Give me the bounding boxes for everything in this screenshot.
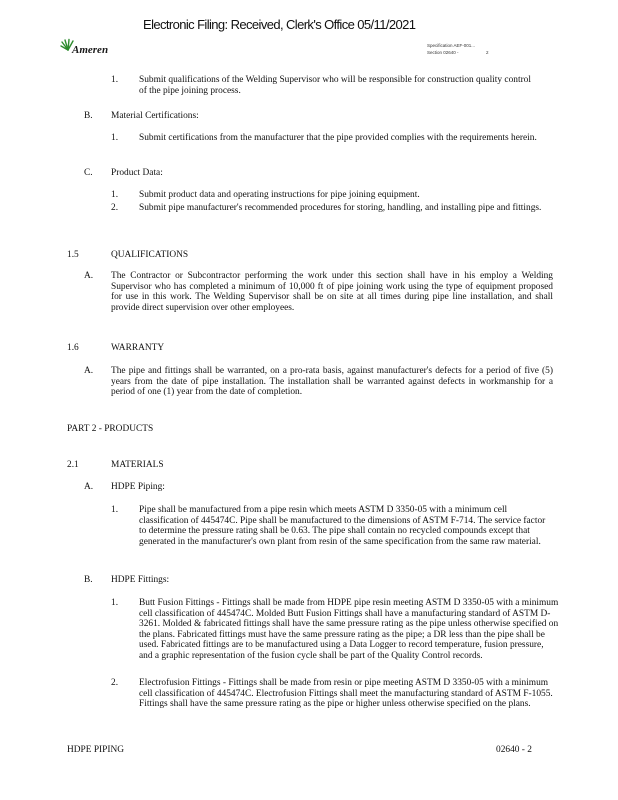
warranty-paragraph: The pipe and fittings shall be warranted, on a pro-rata basis, against manufacturer's defects for a period of five (5) years from the date of pipe installation. The installation shall be warranted against defects in workmanship for a period of one (1) year from the date of completion. [111,366,553,398]
section-number: 1.5 [67,250,79,260]
spec-line-2: Section 02640 - [427,50,459,55]
spec-page: 2 [486,50,489,55]
footer-page-number: 02640 - 2 [496,745,532,755]
section-number: 1.6 [67,343,79,353]
section-number: 2.1 [67,460,79,470]
submittal-welding-supervisor: Submit qualifications of the Welding Supervisor who will be responsible for construction quality control of the pipe joining process. [139,75,531,96]
spec-reference [427,42,489,56]
footer-title: HDPE PIPING [67,745,125,755]
list-number: 1. [111,598,119,608]
list-number: 1. [111,75,119,85]
section-letter: B. [84,575,93,585]
list-number: 1. [111,505,119,515]
product-data-item-1: Submit product data and operating instructions for pipe joining equipment. [139,190,420,200]
filing-stamp: Electronic Filing: Received, Clerk's Office 05/11/2021 [143,17,416,32]
qualifications-heading: QUALIFICATIONS [111,250,189,260]
list-number: 2. [111,678,119,688]
logo-text: Ameren [72,44,109,56]
material-certifications-item: Submit certifications from the manufacturer that the pipe provided complies with the requirements herein. [139,133,537,143]
product-data-item-2: Submit pipe manufacturer's recommended procedures for storing, handling, and installing pipe and fittings. [139,203,542,213]
spec-line-1: Specification AEF-001... [427,43,476,48]
list-number: 1. [111,133,119,143]
list-number: 2. [111,203,119,213]
section-letter: B. [84,111,93,121]
material-certifications-heading: Material Certifications: [111,111,199,121]
warranty-heading: WARRANTY [111,343,165,353]
section-letter: A. [84,482,94,492]
company-logo [60,38,120,60]
butt-fusion-fittings-item: Butt Fusion Fittings - Fittings shall be made from HDPE pipe resin meeting ASTM D 3350-05 with a minimum cell classification of 445474C. Molded Butt Fusion Fittings shall have a manufacturing standard of ASTM D-3261. Molded & fabricated fittings shall have the same pressure rating as the pipe unless otherwise specified on the plans. Fabricated fittings must have the same pressure rating as the pipe; a DR less than the pipe shall be used. Fabricated fittings are to be manufactured using a Data Logger to record temperature, fusion pressure, and a graphic representation of the fusion cycle shall be part of the Quality Control records. [139,598,559,661]
hdpe-piping-heading: HDPE Piping: [111,482,165,492]
hdpe-fittings-heading: HDPE Fittings: [111,575,170,585]
section-letter: A. [84,366,94,376]
list-number: 1. [111,190,119,200]
section-letter: C. [84,168,93,178]
section-letter: A. [84,271,94,281]
materials-heading: MATERIALS [111,460,164,470]
qualifications-paragraph: The Contractor or Subcontractor performing the work under this section shall have in his employ a Welding Supervisor who has completed a minimum of 10,000 ft of pipe joining work using the type of equipment proposed for use in this work. The Welding Supervisor shall be on site at all times during pipe line installation, and shall provide direct supervision over other employees. [111,271,553,313]
hdpe-piping-item: Pipe shall be manufactured from a pipe resin which meets ASTM D 3350-05 with a minimum cell classification of 445474C. Pipe shall be manufactured to the dimensions of ASTM F-714. The service factor to determine the pressure rating shall be 0.63. The pipe shall contain no recycled compounds except that generated in the manufacturer's own plant from resin of the same specification from the same raw material. [139,505,546,547]
part-2-heading: PART 2 - PRODUCTS [67,424,154,434]
product-data-heading: Product Data: [111,168,163,178]
electrofusion-fittings-item: Electrofusion Fittings - Fittings shall be made from resin or pipe meeting ASTM D 3350-05 with a minimum cell classification of 445474C. Electrofusion Fittings shall meet the manufacturing standard of ASTM F-1055. Fittings shall have the same pressure rating as the pipe or higher unless otherwise specified on the plans. [139,678,553,710]
